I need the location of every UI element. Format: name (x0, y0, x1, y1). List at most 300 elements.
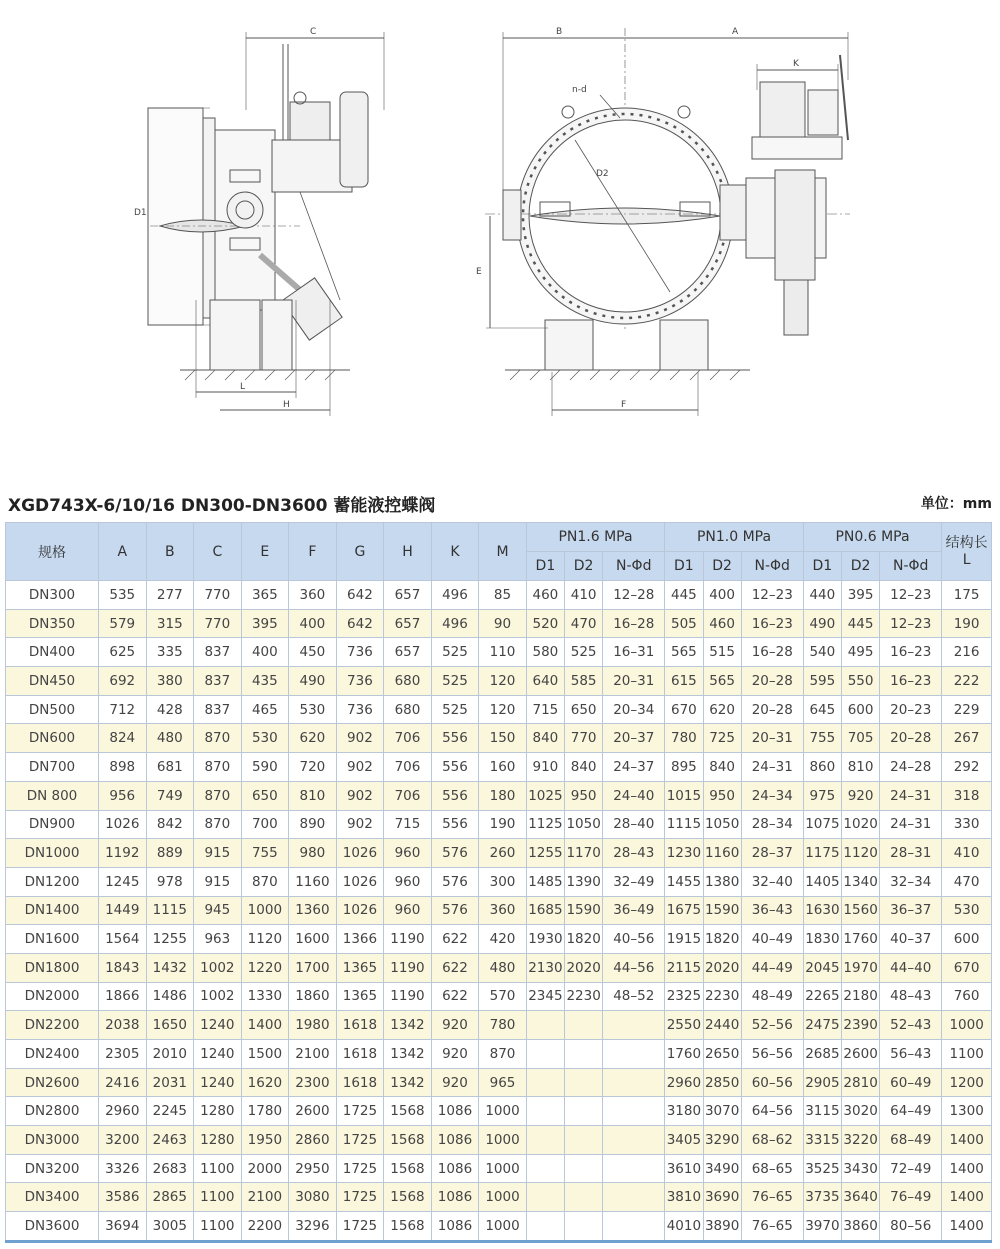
table-cell: 556 (431, 810, 479, 839)
table-cell: 1950 (241, 1126, 289, 1155)
table-cell: 640 (526, 667, 564, 696)
table-cell: 980 (289, 839, 337, 868)
page-title: XGD743X-6/10/16 DN300-DN3600 蓄能液控蝶阀 (8, 496, 436, 516)
table-cell: 90 (479, 609, 527, 638)
table-cell: 650 (241, 781, 289, 810)
table-cell: 1455 (665, 867, 703, 896)
table-cell: 1000 (241, 896, 289, 925)
header-pn10-nd: N-Φd (741, 552, 803, 581)
table-cell: 1086 (431, 1183, 479, 1212)
table-cell: 16–23 (880, 638, 942, 667)
table-cell (565, 1212, 603, 1242)
table-cell: 1568 (384, 1183, 432, 1212)
table-cell: 1830 (803, 925, 841, 954)
table-row (6, 1011, 992, 1040)
table-cell: 2115 (665, 953, 703, 982)
table-cell: 1240 (194, 1040, 242, 1069)
table-cell: 515 (703, 638, 741, 667)
table-cell: 680 (384, 695, 432, 724)
table-cell: 1086 (431, 1097, 479, 1126)
table-cell: 945 (194, 896, 242, 925)
table-cell: 1486 (146, 982, 194, 1011)
table-cell: 3405 (665, 1126, 703, 1155)
table-cell: 56–43 (880, 1040, 942, 1069)
table-cell: 1400 (942, 1154, 992, 1183)
header-pn06-nd: N-Φd (880, 552, 942, 581)
table-cell: 780 (479, 1011, 527, 1040)
table-cell (526, 1154, 564, 1183)
table-cell: 32–34 (880, 867, 942, 896)
table-cell: 1300 (942, 1097, 992, 1126)
table-cell: 32–49 (603, 867, 665, 896)
table-cell: 556 (431, 753, 479, 782)
table-cell: 24–40 (603, 781, 665, 810)
table-cell: 395 (241, 609, 289, 638)
table-cell: 600 (942, 925, 992, 954)
table-cell: 670 (665, 695, 703, 724)
dim-label-d1: D1 (134, 208, 147, 218)
table-cell: 837 (194, 638, 242, 667)
table-cell (526, 1068, 564, 1097)
table-cell: 16–28 (603, 609, 665, 638)
table-cell: 490 (803, 609, 841, 638)
table-cell: 1843 (99, 953, 147, 982)
table-cell: 570 (479, 982, 527, 1011)
table-cell (526, 1040, 564, 1069)
table-cell: 1120 (241, 925, 289, 954)
table-cell: 24–31 (880, 810, 942, 839)
table-cell: 2045 (803, 953, 841, 982)
table-cell: 76–49 (880, 1183, 942, 1212)
table-cell-spec: DN3200 (6, 1154, 99, 1183)
table-cell: 620 (289, 724, 337, 753)
table-row (6, 810, 992, 839)
table-cell: 40–49 (741, 925, 803, 954)
table-cell: 1675 (665, 896, 703, 925)
table-cell: 2416 (99, 1068, 147, 1097)
table-cell: 576 (431, 896, 479, 925)
table-cell: 725 (703, 724, 741, 753)
table-cell: 470 (942, 867, 992, 896)
table-cell: 530 (289, 695, 337, 724)
table-cell: 28–43 (603, 839, 665, 868)
table-cell: 496 (431, 609, 479, 638)
table-cell: 1590 (565, 896, 603, 925)
header-k: K (431, 523, 479, 581)
table-cell: 837 (194, 667, 242, 696)
table-cell: 330 (942, 810, 992, 839)
table-cell (526, 1183, 564, 1212)
header-row-top (6, 523, 992, 552)
table-cell: 840 (526, 724, 564, 753)
table-cell: 1015 (665, 781, 703, 810)
header-pn06-d1: D1 (803, 552, 841, 581)
table-cell: 2010 (146, 1040, 194, 1069)
table-cell: 840 (703, 753, 741, 782)
table-cell: 530 (942, 896, 992, 925)
table-cell: 12–28 (603, 581, 665, 610)
table-cell: 705 (841, 724, 879, 753)
header-pn06: PN0.6 MPa (803, 523, 941, 552)
table-cell: 1115 (665, 810, 703, 839)
table-cell: 160 (479, 753, 527, 782)
table-cell: 2390 (841, 1011, 879, 1040)
table-cell: 956 (99, 781, 147, 810)
table-row (6, 925, 992, 954)
table-row (6, 1126, 992, 1155)
table-cell: 2463 (146, 1126, 194, 1155)
table-cell: 622 (431, 953, 479, 982)
table-cell: 1500 (241, 1040, 289, 1069)
table-row (6, 839, 992, 868)
table-cell: 16–23 (880, 667, 942, 696)
table-cell: 902 (336, 810, 384, 839)
table-cell: 318 (942, 781, 992, 810)
header-e: E (241, 523, 289, 581)
table-cell: 52–43 (880, 1011, 942, 1040)
table-cell: 706 (384, 781, 432, 810)
dim-label-c: C (310, 27, 317, 37)
table-cell: 576 (431, 839, 479, 868)
table-cell-spec: DN400 (6, 638, 99, 667)
table-cell: 963 (194, 925, 242, 954)
table-cell: 68–65 (741, 1154, 803, 1183)
table-cell: 837 (194, 695, 242, 724)
table-cell: 1568 (384, 1212, 432, 1242)
table-cell: 620 (703, 695, 741, 724)
table-cell: 267 (942, 724, 992, 753)
table-cell: 1820 (565, 925, 603, 954)
table-cell: 480 (146, 724, 194, 753)
table-cell: 3640 (841, 1183, 879, 1212)
table-cell: 2950 (289, 1154, 337, 1183)
table-cell: 975 (803, 781, 841, 810)
table-cell: 3690 (703, 1183, 741, 1212)
table-cell: 1866 (99, 982, 147, 1011)
table-cell: 12–23 (880, 581, 942, 610)
table-cell: 535 (99, 581, 147, 610)
table-cell: 1930 (526, 925, 564, 954)
table-cell: 870 (194, 724, 242, 753)
table-cell: 525 (431, 695, 479, 724)
table-row (6, 638, 992, 667)
table-cell: 2440 (703, 1011, 741, 1040)
table-cell: 889 (146, 839, 194, 868)
table-cell: 20–34 (603, 695, 665, 724)
table-cell: 1485 (526, 867, 564, 896)
table-cell: 1820 (703, 925, 741, 954)
table-cell: 622 (431, 982, 479, 1011)
table-cell: 44–40 (880, 953, 942, 982)
table-cell: 44–56 (603, 953, 665, 982)
table-cell: 910 (526, 753, 564, 782)
table-cell: 1365 (336, 982, 384, 1011)
table-cell-spec: DN1600 (6, 925, 99, 954)
table-cell: 3525 (803, 1154, 841, 1183)
table-cell: 260 (479, 839, 527, 868)
table-row (6, 609, 992, 638)
table-cell: 76–65 (741, 1183, 803, 1212)
table-cell: 3610 (665, 1154, 703, 1183)
table-cell (565, 1154, 603, 1183)
table-cell: 1230 (665, 839, 703, 868)
table-cell: 625 (99, 638, 147, 667)
table-cell: 1086 (431, 1154, 479, 1183)
table-row (6, 781, 992, 810)
table-cell: 2200 (241, 1212, 289, 1242)
table-cell: 2683 (146, 1154, 194, 1183)
table-cell-spec: DN3000 (6, 1126, 99, 1155)
table-cell: 1560 (841, 896, 879, 925)
table-cell: 1002 (194, 953, 242, 982)
table-cell: 1000 (479, 1183, 527, 1212)
table-cell: 824 (99, 724, 147, 753)
table-cell: 48–49 (741, 982, 803, 1011)
table-cell-spec: DN2000 (6, 982, 99, 1011)
table-cell: 360 (289, 581, 337, 610)
table-cell: 1618 (336, 1011, 384, 1040)
table-row (6, 724, 992, 753)
table-cell: 736 (336, 667, 384, 696)
table-cell: 736 (336, 638, 384, 667)
table-cell: 1026 (99, 810, 147, 839)
table-cell: 1000 (479, 1097, 527, 1126)
dim-label-e: E (476, 267, 482, 277)
table-cell: 180 (479, 781, 527, 810)
table-cell: 700 (241, 810, 289, 839)
table-cell: 1365 (336, 953, 384, 982)
table-cell: 2031 (146, 1068, 194, 1097)
table-cell: 410 (942, 839, 992, 868)
table-cell: 1050 (703, 810, 741, 839)
table-cell: 657 (384, 609, 432, 638)
dim-label-h: H (283, 400, 290, 410)
table-cell: 1449 (99, 896, 147, 925)
table-cell: 175 (942, 581, 992, 610)
table-cell: 2475 (803, 1011, 841, 1040)
table-cell: 64–49 (880, 1097, 942, 1126)
table-cell (565, 1011, 603, 1040)
table-cell: 400 (289, 609, 337, 638)
dim-label-b: B (556, 27, 563, 37)
table-cell: 445 (841, 609, 879, 638)
valve-drawing (0, 0, 1000, 430)
table-cell: 20–37 (603, 724, 665, 753)
table-cell: 895 (665, 753, 703, 782)
table-cell: 3080 (289, 1183, 337, 1212)
table-cell: 1342 (384, 1011, 432, 1040)
table-cell: 20–31 (603, 667, 665, 696)
table-cell: 20–23 (880, 695, 942, 724)
table-cell: 870 (194, 781, 242, 810)
table-cell: 28–34 (741, 810, 803, 839)
table-cell: 32–40 (741, 867, 803, 896)
table-cell: 780 (665, 724, 703, 753)
header-pn10-d1: D1 (665, 552, 703, 581)
table-cell: 3586 (99, 1183, 147, 1212)
table-cell: 1115 (146, 896, 194, 925)
table-row (6, 667, 992, 696)
table-cell: 755 (241, 839, 289, 868)
table-body (6, 581, 992, 1242)
table-cell: 657 (384, 581, 432, 610)
table-cell: 642 (336, 581, 384, 610)
table-cell: 712 (99, 695, 147, 724)
table-cell-spec: DN2400 (6, 1040, 99, 1069)
table-row (6, 867, 992, 896)
table-cell: 870 (194, 753, 242, 782)
table-cell: 1725 (336, 1097, 384, 1126)
table-cell: 60–56 (741, 1068, 803, 1097)
table-cell: 1366 (336, 925, 384, 954)
table-cell: 720 (289, 753, 337, 782)
table-cell: 1086 (431, 1126, 479, 1155)
table-cell: 3200 (99, 1126, 147, 1155)
table-cell: 3430 (841, 1154, 879, 1183)
table-cell: 1700 (289, 953, 337, 982)
table-cell: 292 (942, 753, 992, 782)
table-cell: 622 (431, 925, 479, 954)
table-cell: 110 (479, 638, 527, 667)
table-cell: 657 (384, 638, 432, 667)
table-cell: 902 (336, 753, 384, 782)
table-cell: 120 (479, 667, 527, 696)
header-f: F (289, 523, 337, 581)
table-cell: 1725 (336, 1212, 384, 1242)
table-cell: 460 (526, 581, 564, 610)
table-cell-spec: DN450 (6, 667, 99, 696)
table-cell: 1600 (289, 925, 337, 954)
table-cell: 1255 (526, 839, 564, 868)
table-cell: 190 (942, 609, 992, 638)
table-cell: 470 (565, 609, 603, 638)
table-cell: 40–56 (603, 925, 665, 954)
table-cell: 1618 (336, 1040, 384, 1069)
table-cell: 68–49 (880, 1126, 942, 1155)
table-cell: 150 (479, 724, 527, 753)
table-cell: 565 (703, 667, 741, 696)
table-cell: 1980 (289, 1011, 337, 1040)
table-cell: 60–49 (880, 1068, 942, 1097)
table-cell: 525 (431, 638, 479, 667)
dim-label-f: F (621, 400, 627, 410)
table-cell: 16–28 (741, 638, 803, 667)
table-cell: 216 (942, 638, 992, 667)
header-pn16-nd: N-Φd (603, 552, 665, 581)
table-cell: 615 (665, 667, 703, 696)
table-cell: 1050 (565, 810, 603, 839)
table-cell: 2865 (146, 1183, 194, 1212)
table-cell: 736 (336, 695, 384, 724)
table-cell: 222 (942, 667, 992, 696)
table-header (6, 523, 992, 581)
table-cell: 76–65 (741, 1212, 803, 1242)
table-cell (565, 1040, 603, 1069)
header-m: M (479, 523, 527, 581)
table-cell: 3810 (665, 1183, 703, 1212)
table-cell-spec: DN3600 (6, 1212, 99, 1242)
table-cell-spec: DN2200 (6, 1011, 99, 1040)
table-cell: 2180 (841, 982, 879, 1011)
header-spec: 规格 (6, 523, 99, 581)
table-cell: 920 (431, 1011, 479, 1040)
table-cell: 2345 (526, 982, 564, 1011)
table-cell: 1970 (841, 953, 879, 982)
table-cell: 590 (241, 753, 289, 782)
table-cell: 3220 (841, 1126, 879, 1155)
table-cell: 495 (841, 638, 879, 667)
table-cell: 1620 (241, 1068, 289, 1097)
table-cell: 1200 (942, 1068, 992, 1097)
table-cell: 1780 (241, 1097, 289, 1126)
table-cell: 3020 (841, 1097, 879, 1126)
table-cell (565, 1183, 603, 1212)
table-cell: 1026 (336, 896, 384, 925)
table-cell: 20–28 (741, 695, 803, 724)
table-cell: 950 (565, 781, 603, 810)
table-cell: 1342 (384, 1068, 432, 1097)
table-cell: 749 (146, 781, 194, 810)
table-cell: 2850 (703, 1068, 741, 1097)
table-cell (603, 1011, 665, 1040)
table-cell: 715 (526, 695, 564, 724)
table-row (6, 695, 992, 724)
header-b: B (146, 523, 194, 581)
table-cell: 40–37 (880, 925, 942, 954)
table-cell: 1026 (336, 867, 384, 896)
table-cell: 1725 (336, 1154, 384, 1183)
table-cell: 1568 (384, 1126, 432, 1155)
table-cell: 898 (99, 753, 147, 782)
table-cell: 24–37 (603, 753, 665, 782)
table-cell: 2100 (289, 1040, 337, 1069)
table-cell (603, 1154, 665, 1183)
table-cell: 460 (703, 609, 741, 638)
table-cell: 24–31 (880, 781, 942, 810)
table-cell: 16–23 (741, 609, 803, 638)
table-cell: 52–56 (741, 1011, 803, 1040)
table-cell: 1685 (526, 896, 564, 925)
table-cell: 920 (841, 781, 879, 810)
table-cell: 395 (841, 581, 879, 610)
table-cell: 3735 (803, 1183, 841, 1212)
table-cell: 770 (194, 609, 242, 638)
table-cell: 1618 (336, 1068, 384, 1097)
table-cell: 44–49 (741, 953, 803, 982)
table-cell: 2100 (241, 1183, 289, 1212)
table-cell: 2960 (99, 1097, 147, 1126)
table-cell: 540 (803, 638, 841, 667)
table-cell: 24–34 (741, 781, 803, 810)
table-cell: 490 (289, 667, 337, 696)
table-cell: 1190 (384, 953, 432, 982)
table-cell: 1120 (841, 839, 879, 868)
header-a: A (99, 523, 147, 581)
table-cell: 3115 (803, 1097, 841, 1126)
table-cell: 24–28 (880, 753, 942, 782)
table-cell-spec: DN1200 (6, 867, 99, 896)
table-cell: 120 (479, 695, 527, 724)
table-cell: 3180 (665, 1097, 703, 1126)
table-cell: 1100 (194, 1183, 242, 1212)
table-cell: 692 (99, 667, 147, 696)
table-cell: 770 (194, 581, 242, 610)
table-cell-spec: DN500 (6, 695, 99, 724)
table-cell: 1915 (665, 925, 703, 954)
table-cell: 842 (146, 810, 194, 839)
dim-label-l: L (240, 382, 246, 392)
table-cell: 4010 (665, 1212, 703, 1242)
